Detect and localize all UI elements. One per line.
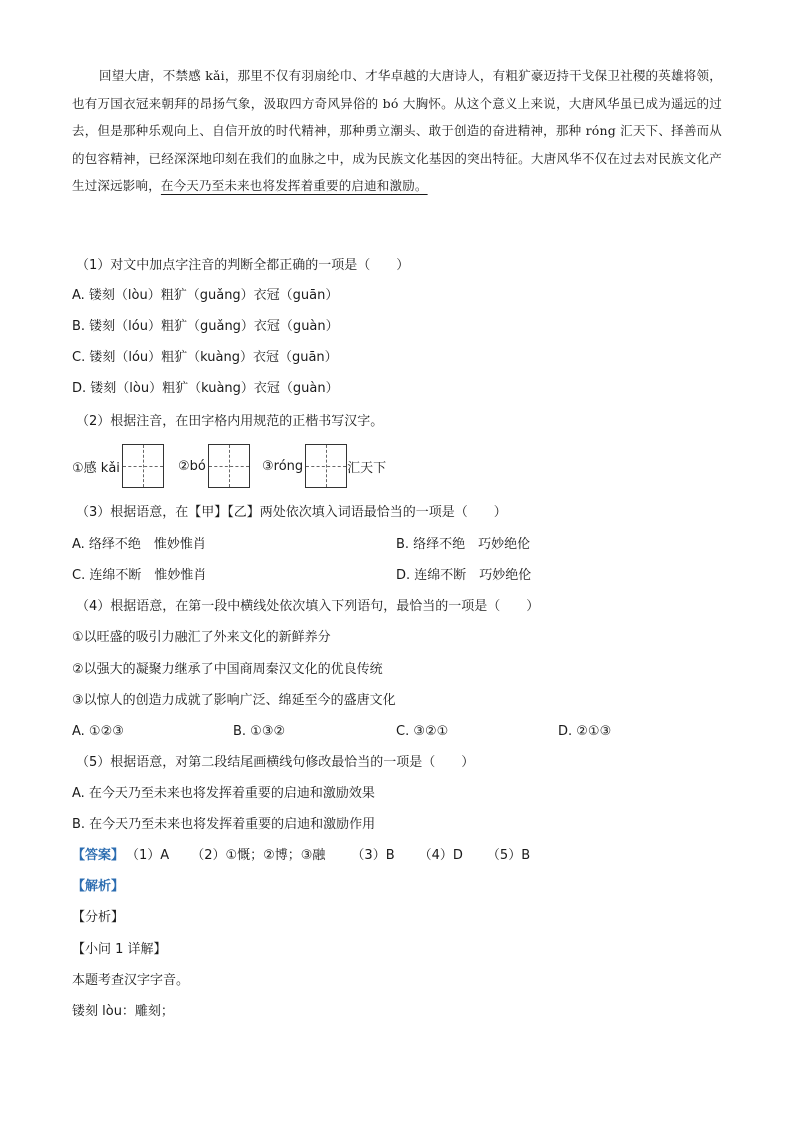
- q1-option-a: A. 镂刻（lòu）粗犷（guǎng）衣冠（guān）: [72, 288, 339, 303]
- q1-stem: （1）对文中加点字注音的判断全都正确的一项是（ ）: [76, 258, 410, 273]
- q2-item-3-suffix: 汇天下: [347, 460, 387, 476]
- q1-option-c: C. 镂刻（lóu）粗犷（kuàng）衣冠（guān）: [72, 350, 338, 365]
- tianzige-box-3[interactable]: [305, 444, 347, 488]
- analysis-line-1: 本题考查汉字字音。: [72, 973, 190, 988]
- answer-part-4: （4）D: [418, 848, 463, 863]
- q4-option-c: C. ③②①: [396, 724, 449, 739]
- q4-option-b: B. ①③②: [233, 724, 286, 739]
- q4-stem: （4）根据语意，在第一段中横线处依次填入下列语句，最恰当的一项是（ ）: [76, 599, 540, 614]
- q1-option-d: D. 镂刻（lòu）粗犷（kuàng）衣冠（guàn）: [72, 381, 339, 396]
- analysis-fenxi: 【分析】: [72, 910, 125, 925]
- reading-passage: [72, 62, 722, 200]
- q1-option-b: B. 镂刻（lóu）粗犷（guǎng）衣冠（guàn）: [72, 319, 339, 334]
- q4-option-d: D. ②①③: [558, 724, 612, 739]
- q5-option-b: B. 在今天乃至未来也将发挥着重要的启迪和激励作用: [72, 817, 376, 832]
- tianzige-row: [72, 443, 472, 489]
- analysis-label: 【解析】: [72, 879, 125, 894]
- answer-part-3: （3）B: [351, 848, 395, 863]
- analysis-line-2: 镂刻 lòu：雕刻；: [72, 1004, 174, 1019]
- q3-option-b: B. 络绎不绝 巧妙绝伦: [396, 537, 531, 552]
- q4-option-a: A. ①②③: [72, 724, 124, 739]
- q2-item-1-label: ①感 kǎi: [72, 460, 120, 476]
- q3-option-a: A. 络绎不绝 惟妙惟肖: [72, 537, 206, 552]
- answer-part-1: （1）A: [126, 848, 170, 863]
- q4-sentence-2: ②以强大的凝聚力继承了中国商周秦汉文化的优良传统: [72, 662, 383, 677]
- q2-item-2: [178, 443, 250, 489]
- answer-label: 【答案】: [72, 848, 125, 863]
- q4-sentence-1: ①以旺盛的吸引力融汇了外来文化的新鲜养分: [72, 630, 331, 645]
- tianzige-box-2[interactable]: [208, 444, 250, 488]
- q5-option-a: A. 在今天乃至未来也将发挥着重要的启迪和激励效果: [72, 786, 375, 801]
- q3-option-c: C. 连绵不断 惟妙惟肖: [72, 568, 207, 583]
- q3-stem: （3）根据语意，在【甲】【乙】两处依次填入词语最恰当的一项是（ ）: [76, 505, 507, 520]
- q3-option-d: D. 连绵不断 巧妙绝伦: [396, 568, 532, 583]
- underlined-sentence: 在今天乃至未来也将发挥着重要的启迪和激励。: [160, 178, 428, 193]
- tianzige-box-1[interactable]: [122, 444, 164, 488]
- q2-item-1: [72, 443, 164, 489]
- q4-sentence-3: ③以惊人的创造力成就了影响广泛、绵延至今的盛唐文化: [72, 693, 396, 708]
- answer-line: [72, 846, 530, 866]
- analysis-sub1: 【小问 1 详解】: [72, 942, 167, 957]
- answer-part-2: （2）①慨；②博；③融: [191, 848, 326, 863]
- q2-item-3: [262, 443, 386, 489]
- q2-item-3-label: ③róng: [262, 458, 304, 474]
- answer-part-5: （5）B: [486, 848, 531, 863]
- passage-text: 回望大唐，不禁感 kǎi，那里不仅有羽扇纶巾、才华卓越的大唐诗人，有粗犷豪迈持干戈保卫社稷的英雄将领，也有万国衣冠来朝拜的昂扬气象，汲取四方奇风异俗的 bó 大胸怀。从这个意义上来说，大唐风华虽已成为遥远的过去，但是那种乐观向上、自信开放的时代精神，那种勇立潮头、敢于创造的奋进精神，那种 róng 汇天下、择善而从的包容精神，已经深深地印刻在我们的血脉之中，成为民族文化基因的突出特征。大唐风华不仅在过去对民族文化产生过深远影响，: [72, 68, 722, 193]
- q2-item-2-label: ②bó: [178, 458, 206, 474]
- q5-stem: （5）根据语意，对第二段结尾画横线句修改最恰当的一项是（ ）: [76, 755, 475, 770]
- q2-stem: （2）根据注音，在田字格内用规范的正楷书写汉字。: [76, 414, 384, 429]
